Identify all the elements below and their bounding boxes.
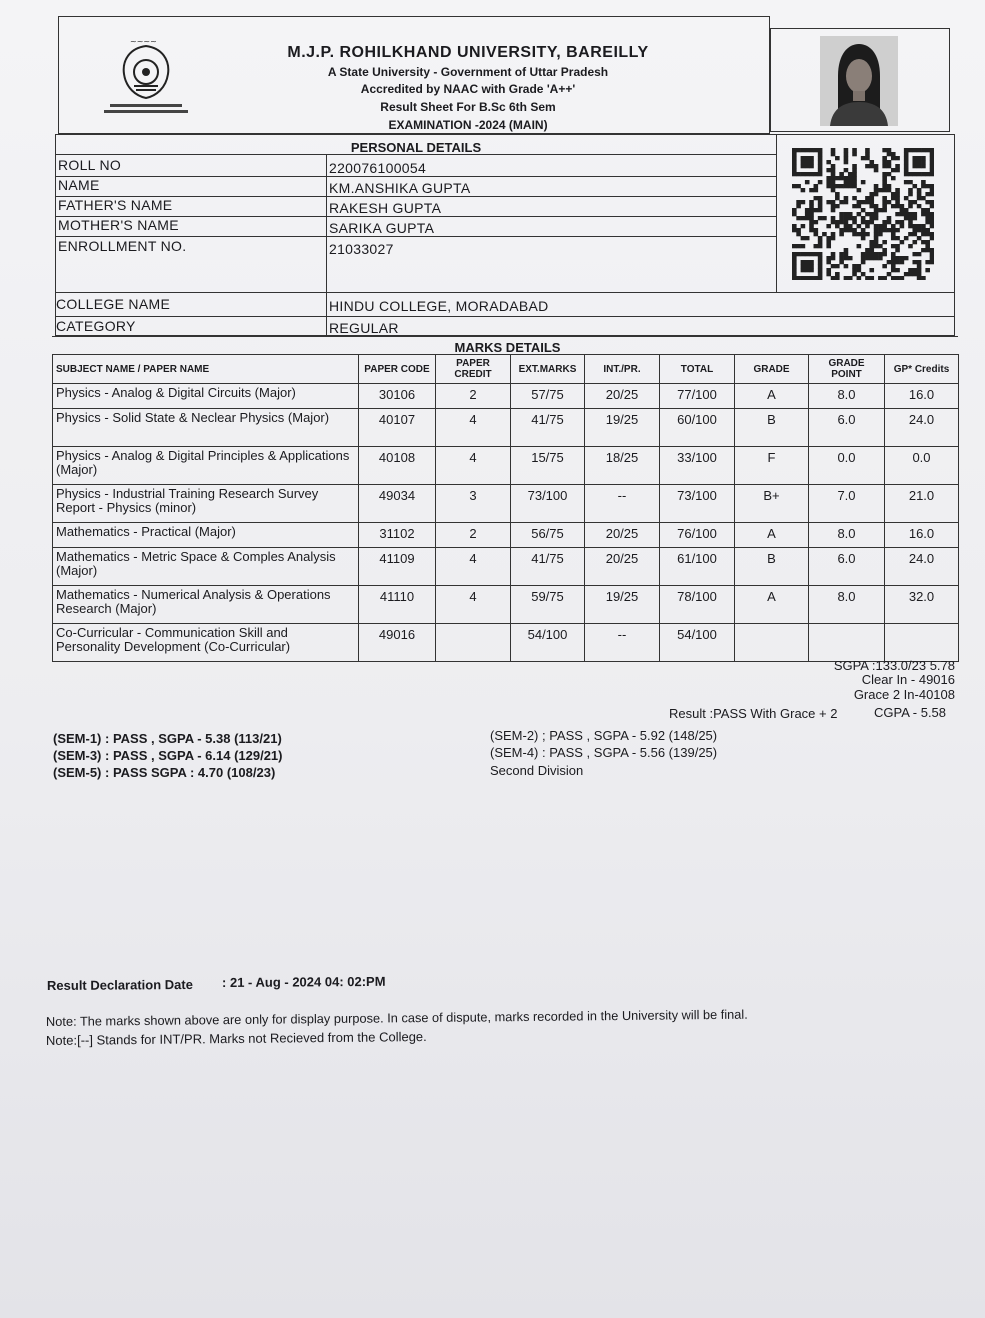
cell-total: 78/100	[660, 586, 735, 624]
cell-grade: A	[735, 523, 809, 548]
col-ext: EXT.MARKS	[511, 355, 585, 384]
note-int-pr: Note:[--] Stands for INT/PR. Marks not Recieved from the College.	[45, 1029, 427, 1048]
cell-grade	[735, 624, 809, 662]
col-credit: PAPER CREDIT	[436, 355, 511, 384]
cell-total: 54/100	[660, 624, 735, 662]
cell-total: 60/100	[660, 409, 735, 447]
college-value: HINDU COLLEGE, MORADABAD	[329, 298, 549, 314]
cell-code: 41110	[359, 586, 436, 624]
cell-int: 18/25	[585, 447, 660, 485]
col-gp: GRADE POINT	[809, 355, 885, 384]
cell-subject: Physics - Analog & Digital Circuits (Major)	[53, 384, 359, 409]
cell-subject: Co-Curricular - Communication Skill and Personality Development (Co-Curricular)	[53, 624, 359, 662]
university-emblem-icon	[100, 34, 192, 118]
cell-total: 76/100	[660, 523, 735, 548]
sem-4-result: (SEM-4) : PASS , SGPA - 5.56 (139/25)	[490, 745, 718, 760]
personal-details-title: PERSONAL DETAILS	[350, 140, 482, 155]
marks-details-title: MARKS DETAILS	[454, 340, 561, 355]
cell-gpc: 24.0	[885, 548, 959, 586]
cell-ext: 57/75	[511, 384, 585, 409]
header-line-1: A State University - Government of Uttar Pradesh	[327, 65, 609, 79]
cgpa: CGPA - 5.58	[874, 705, 947, 720]
cell-gpc: 0.0	[885, 447, 959, 485]
cell-int: 20/25	[585, 384, 660, 409]
table-row	[53, 447, 959, 485]
col-total: TOTAL	[660, 355, 735, 384]
cell-subject: Mathematics - Metric Space & Comples Analysis (Major)	[53, 548, 359, 586]
col-grade: GRADE	[735, 355, 809, 384]
header-line-3: Result Sheet For B.Sc 6th Sem	[380, 100, 556, 114]
cell-gpc: 16.0	[885, 523, 959, 548]
cell-grade: A	[735, 586, 809, 624]
category-label: CATEGORY	[56, 318, 136, 334]
cell-grade: B	[735, 548, 809, 586]
cell-int: 20/25	[585, 523, 660, 548]
cell-gp: 7.0	[809, 485, 885, 523]
cell-total: 61/100	[660, 548, 735, 586]
cell-gp	[809, 624, 885, 662]
cell-subject: Mathematics - Practical (Major)	[53, 523, 359, 548]
mother-value: SARIKA GUPTA	[329, 220, 435, 236]
cell-gp: 6.0	[809, 548, 885, 586]
declaration-label: Result Declaration Date	[46, 976, 193, 993]
table-row	[53, 485, 959, 523]
cell-gp: 6.0	[809, 409, 885, 447]
header-line-4: EXAMINATION -2024 (MAIN)	[388, 118, 548, 132]
cell-subject: Physics - Solid State & Neclear Physics (Major)	[53, 409, 359, 447]
cell-ext: 73/100	[511, 485, 585, 523]
cell-code: 30106	[359, 384, 436, 409]
category-value: REGULAR	[329, 320, 399, 336]
cell-total: 33/100	[660, 447, 735, 485]
table-row	[53, 384, 959, 409]
col-code: PAPER CODE	[359, 355, 436, 384]
cell-total: 77/100	[660, 384, 735, 409]
enroll-value: 21033027	[329, 241, 394, 257]
student-photo	[820, 36, 898, 126]
cell-credit: 2	[436, 523, 511, 548]
sem-1-result: (SEM-1) : PASS , SGPA - 5.38 (113/21)	[53, 731, 282, 746]
roll-label: ROLL NO	[58, 157, 122, 173]
cell-ext: 56/75	[511, 523, 585, 548]
declaration-value: : 21 - Aug - 2024 04: 02:PM	[221, 973, 386, 990]
cell-gpc	[885, 624, 959, 662]
cell-credit: 4	[436, 586, 511, 624]
cell-gp: 8.0	[809, 523, 885, 548]
cell-subject: Physics - Industrial Training Research Survey Report - Physics (minor)	[53, 485, 359, 523]
enroll-label: ENROLLMENT NO.	[58, 238, 187, 254]
cell-int: --	[585, 624, 660, 662]
college-label: COLLEGE NAME	[56, 296, 171, 312]
cell-code: 41109	[359, 548, 436, 586]
cell-int: 20/25	[585, 548, 660, 586]
cell-credit: 2	[436, 384, 511, 409]
name-value: KM.ANSHIKA GUPTA	[329, 180, 471, 196]
note-display-purpose: Note: The marks shown above are only for display purpose. In case of dispute, marks recorded in the University will be final.	[45, 1006, 748, 1029]
col-int: INT./PR.	[585, 355, 660, 384]
cell-credit	[436, 624, 511, 662]
grace-info: Grace 2 In-40108	[853, 687, 955, 702]
cell-code: 49034	[359, 485, 436, 523]
cell-code: 40107	[359, 409, 436, 447]
cell-gp: 8.0	[809, 384, 885, 409]
cell-int: --	[585, 485, 660, 523]
cell-int: 19/25	[585, 409, 660, 447]
table-row	[53, 586, 959, 624]
col-subject: SUBJECT NAME / PAPER NAME	[53, 355, 359, 384]
cell-credit: 4	[436, 447, 511, 485]
cell-ext: 41/75	[511, 548, 585, 586]
cell-gpc: 24.0	[885, 409, 959, 447]
cell-gp: 8.0	[809, 586, 885, 624]
cell-gpc: 16.0	[885, 384, 959, 409]
cell-credit: 3	[436, 485, 511, 523]
sem-5-result: (SEM-5) : PASS SGPA : 4.70 (108/23)	[53, 765, 276, 780]
roll-value: 220076100054	[329, 160, 427, 176]
table-row	[53, 548, 959, 586]
cell-gp: 0.0	[809, 447, 885, 485]
cell-credit: 4	[436, 548, 511, 586]
svg-text:~~~~: ~~~~	[130, 37, 157, 46]
cell-credit: 4	[436, 409, 511, 447]
cell-code: 49016	[359, 624, 436, 662]
cell-gpc: 21.0	[885, 485, 959, 523]
cell-ext: 54/100	[511, 624, 585, 662]
cell-total: 73/100	[660, 485, 735, 523]
sem-2-result: (SEM-2) ; PASS , SGPA - 5.92 (148/25)	[490, 728, 718, 743]
cell-int: 19/25	[585, 586, 660, 624]
name-label: NAME	[58, 177, 100, 193]
sgpa-summary: SGPA :133.0/23 5.78	[833, 658, 955, 673]
cell-ext: 59/75	[511, 586, 585, 624]
cell-ext: 15/75	[511, 447, 585, 485]
header-line-2: Accredited by NAAC with Grade 'A++'	[360, 82, 576, 96]
col-gpc: GP* Credits	[885, 355, 959, 384]
cell-grade: B+	[735, 485, 809, 523]
cell-grade: F	[735, 447, 809, 485]
sem-3-result: (SEM-3) : PASS , SGPA - 6.14 (129/21)	[53, 748, 283, 763]
mother-label: MOTHER'S NAME	[58, 217, 179, 233]
result-status: Result :PASS With Grace + 2	[669, 706, 838, 721]
table-row	[53, 409, 959, 447]
marks-table	[52, 354, 959, 662]
cell-code: 40108	[359, 447, 436, 485]
father-label: FATHER'S NAME	[58, 197, 173, 213]
clear-in: Clear In - 49016	[861, 672, 955, 687]
cell-subject: Physics - Analog & Digital Principles & Applications (Major)	[53, 447, 359, 485]
father-value: RAKESH GUPTA	[329, 200, 442, 216]
cell-grade: A	[735, 384, 809, 409]
cell-grade: B	[735, 409, 809, 447]
table-row	[53, 624, 959, 662]
cell-subject: Mathematics - Numerical Analysis & Operations Research (Major)	[53, 586, 359, 624]
cell-gpc: 32.0	[885, 586, 959, 624]
university-name: M.J.P. ROHILKHAND UNIVERSITY, BAREILLY	[287, 44, 649, 61]
cell-ext: 41/75	[511, 409, 585, 447]
cell-code: 31102	[359, 523, 436, 548]
qr-code-icon	[792, 148, 934, 280]
division: Second Division	[490, 763, 584, 778]
table-row	[53, 523, 959, 548]
